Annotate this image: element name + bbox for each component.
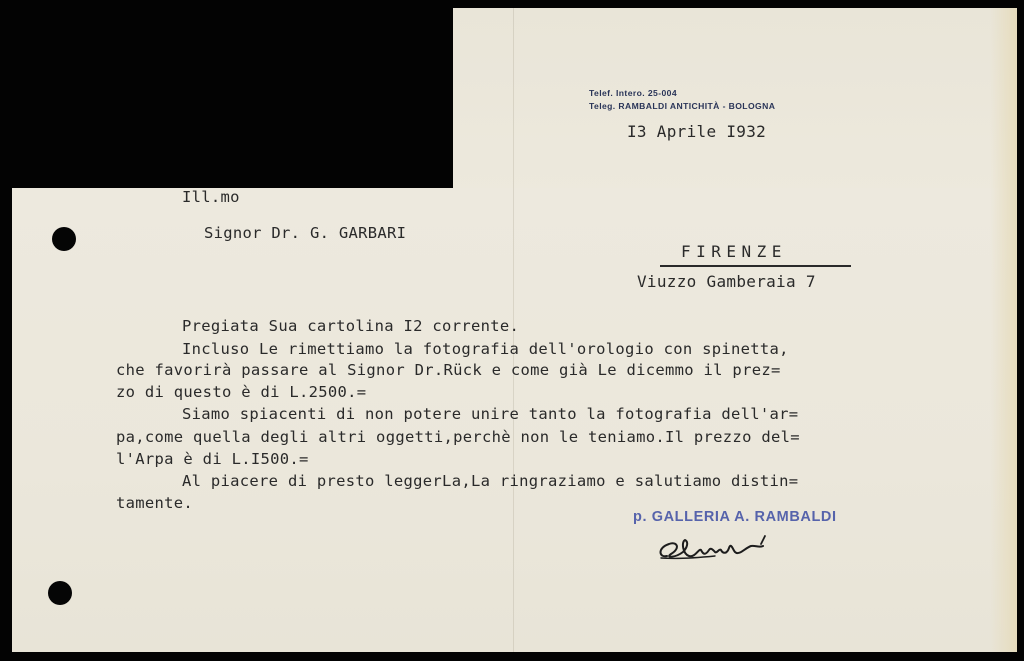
body-line: tamente.: [116, 494, 194, 512]
body-line: che favorirà passare al Signor Dr.Rück e come già Le dicemmo il prez=: [116, 361, 781, 379]
body-line: l'Arpa è di L.I500.=: [116, 450, 309, 468]
letterhead-telegraph: Teleg. RAMBALDI ANTICHITÀ - BOLOGNA: [589, 101, 776, 111]
body-line: Pregiata Sua cartolina I2 corrente.: [182, 317, 520, 335]
body-line: pa,come quella degli altri oggetti,perchè non le teniamo.Il prezzo del=: [116, 428, 800, 446]
recipient-name: Signor Dr. G. GARBARI: [204, 224, 407, 242]
city-underline: [660, 265, 851, 267]
body-line: Incluso Le rimettiamo la fotografia dell'orologio con spinetta,: [182, 340, 789, 358]
letter-date: I3 Aprile I932: [627, 122, 767, 141]
gallery-stamp: p. GALLERIA A. RAMBALDI: [633, 509, 837, 525]
punch-hole-top: [52, 227, 76, 251]
salutation: Ill.mo: [182, 188, 240, 206]
recipient-street: Viuzzo Gamberaia 7: [637, 272, 816, 291]
punch-hole-bottom: [48, 581, 72, 605]
body-line: Al piacere di presto leggerLa,La ringraziamo e salutiamo distin=: [182, 472, 799, 490]
letterhead-phone: Telef. Intero. 25-004: [589, 88, 678, 98]
paper-edge-shadow: [990, 8, 1017, 652]
recipient-city: FIRENZE: [681, 242, 787, 261]
body-line: Siamo spiacenti di non potere unire tanto la fotografia dell'ar=: [182, 405, 799, 423]
handwritten-signature: [655, 528, 775, 568]
body-line: zo di questo è di L.2500.=: [116, 383, 367, 401]
